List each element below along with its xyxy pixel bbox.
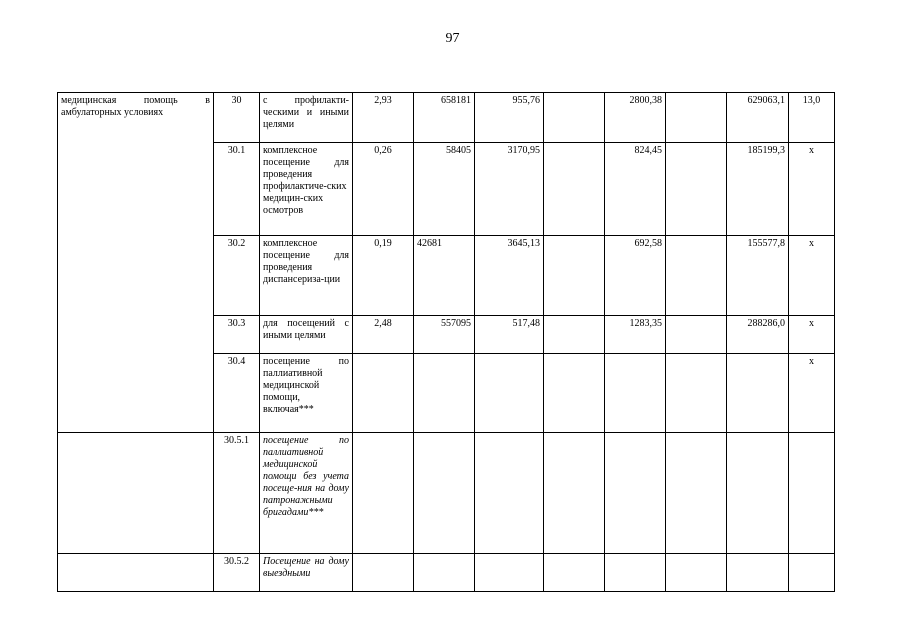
row-label-cell: медицинская помощь в амбулаторных условиях [58,93,214,433]
value-cell [544,354,605,433]
value-cell [789,554,835,592]
value-cell: 288286,0 [727,316,789,354]
data-table [57,92,835,592]
value-cell [727,554,789,592]
value-cell [605,354,666,433]
value-cell: 2,48 [353,316,414,354]
description-cell: Посещение на дому выездными [260,554,353,592]
value-cell: х [789,316,835,354]
value-cell: 2800,38 [605,93,666,143]
value-cell [666,143,727,236]
value-cell: 3170,95 [475,143,544,236]
code-cell: 30.4 [214,354,260,433]
value-cell: 185199,3 [727,143,789,236]
value-cell [666,554,727,592]
description-cell: с профилакти-ческими и иными целями [260,93,353,143]
code-cell: 30.2 [214,236,260,316]
value-cell [353,354,414,433]
value-cell [666,433,727,554]
table-row [58,93,835,143]
value-cell: 0,19 [353,236,414,316]
value-cell: 1283,35 [605,316,666,354]
table-row [58,433,835,554]
value-cell [544,433,605,554]
description-cell: посещение по паллиативной медицинской помощи без учета посеще-ния на дому патронажными бригадами*** [260,433,353,554]
value-cell [605,433,666,554]
value-cell [475,433,544,554]
code-cell: 30.5.2 [214,554,260,592]
value-cell: 955,76 [475,93,544,143]
value-cell [353,554,414,592]
value-cell [544,316,605,354]
value-cell [666,354,727,433]
value-cell [544,93,605,143]
value-cell [727,433,789,554]
value-cell: 0,26 [353,143,414,236]
value-cell: х [789,143,835,236]
value-cell [475,354,544,433]
table-row [58,554,835,592]
value-cell [789,433,835,554]
value-cell [353,433,414,554]
value-cell: 692,58 [605,236,666,316]
value-cell [414,554,475,592]
value-cell: х [789,354,835,433]
value-cell [666,236,727,316]
value-cell: 3645,13 [475,236,544,316]
value-cell: 2,93 [353,93,414,143]
code-cell: 30.1 [214,143,260,236]
value-cell [666,93,727,143]
value-cell [414,354,475,433]
row-label-cell [58,433,214,554]
value-cell [414,433,475,554]
value-cell: х [789,236,835,316]
value-cell: 824,45 [605,143,666,236]
description-cell: комплексное посещение для проведения диспансериза-ции [260,236,353,316]
page-number: 97 [445,31,460,46]
value-cell: 42681 [414,236,475,316]
row-label-cell [58,554,214,592]
value-cell [727,354,789,433]
description-cell: комплексное посещение для проведения профилактиче-ских медицин-ских осмотров [260,143,353,236]
value-cell: 629063,1 [727,93,789,143]
code-cell: 30.3 [214,316,260,354]
code-cell: 30.5.1 [214,433,260,554]
value-cell [544,143,605,236]
value-cell [666,316,727,354]
value-cell: 155577,8 [727,236,789,316]
value-cell [605,554,666,592]
description-cell: посещение по паллиативной медицинской помощи, включая*** [260,354,353,433]
value-cell: 557095 [414,316,475,354]
value-cell: 58405 [414,143,475,236]
code-cell: 30 [214,93,260,143]
value-cell: 517,48 [475,316,544,354]
value-cell [544,236,605,316]
value-cell [475,554,544,592]
description-cell: для посещений с иными целями [260,316,353,354]
value-cell: 13,0 [789,93,835,143]
value-cell: 658181 [414,93,475,143]
value-cell [544,554,605,592]
